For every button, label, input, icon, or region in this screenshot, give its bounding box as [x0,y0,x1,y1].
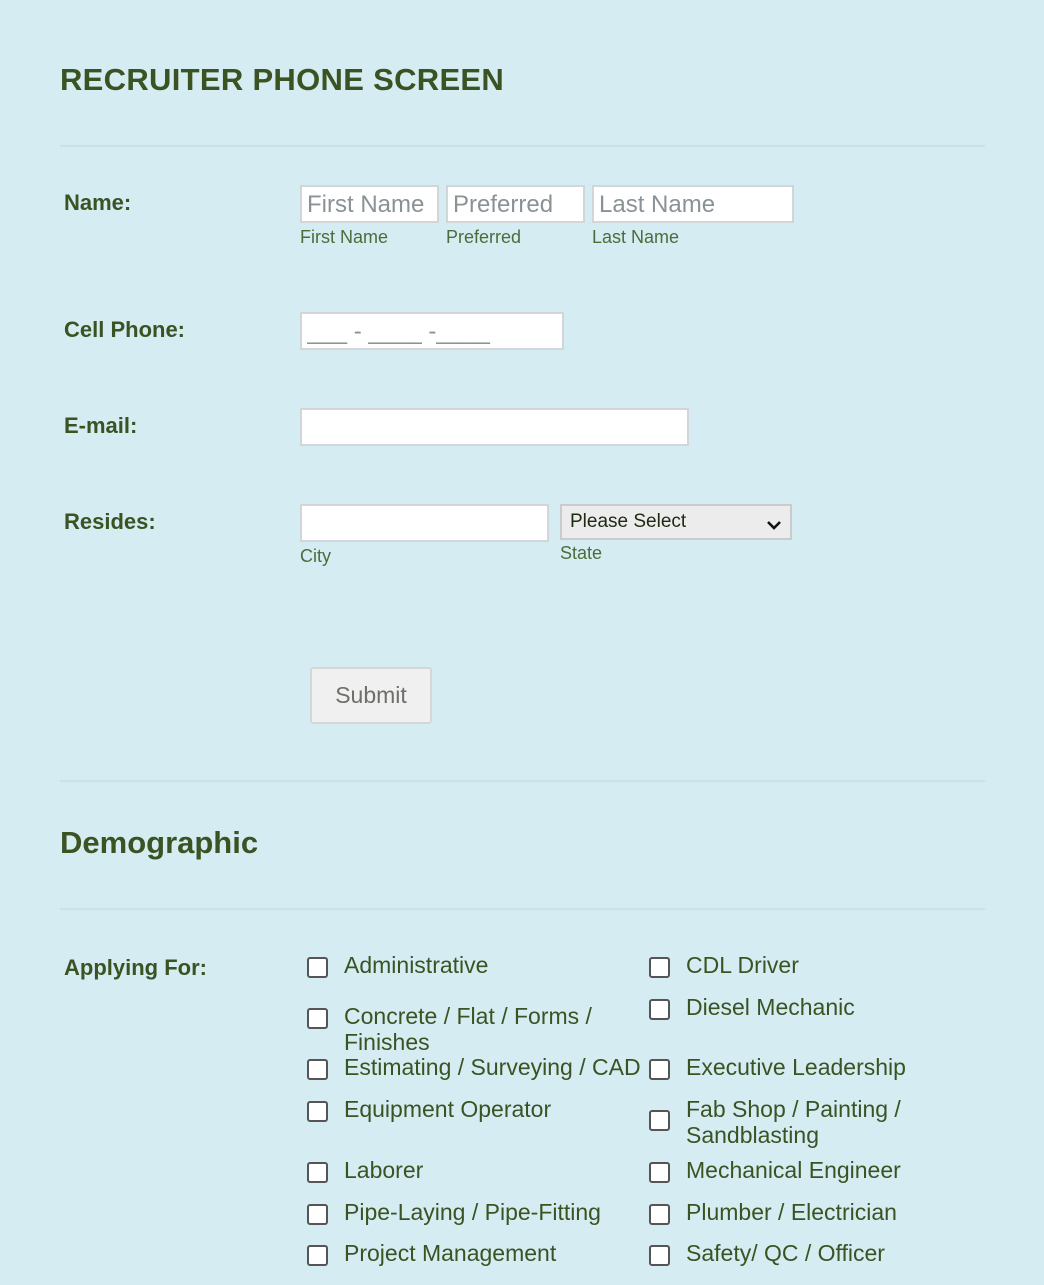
option-label: Diesel Mechanic [686,994,855,1020]
checkbox[interactable] [649,1162,670,1183]
checkbox[interactable] [307,1059,328,1080]
applying-for-label: Applying For: [64,955,207,980]
email-input[interactable] [300,408,689,446]
option-label: Estimating / Surveying / CAD [344,1054,641,1080]
preferred-name-input[interactable] [446,185,585,223]
checkbox[interactable] [307,957,328,978]
checkbox[interactable] [307,1008,328,1029]
checkbox[interactable] [649,1245,670,1266]
checkbox[interactable] [307,1204,328,1225]
option-label: Pipe-Laying / Pipe-Fitting [344,1199,601,1225]
preferred-name-sublabel: Preferred [446,227,522,247]
option-label: Plumber / Electrician [686,1199,897,1225]
first-name-sublabel: First Name [300,227,389,247]
option-label: CDL Driver [686,952,799,978]
section-title-demographic: Demographic [60,825,259,860]
city-sublabel: City [300,546,331,566]
last-name-sublabel: Last Name [592,227,680,247]
option-label: Equipment Operator [344,1096,552,1122]
resides-label: Resides: [64,509,156,534]
divider [60,908,985,910]
checkbox[interactable] [307,1162,328,1183]
city-input[interactable] [300,504,549,542]
name-label: Name: [64,190,132,215]
cell-phone-label: Cell Phone: [64,317,186,342]
option-label: Laborer [344,1157,424,1183]
option-label: Safety/ QC / Officer [686,1240,885,1266]
state-select[interactable] [560,504,792,540]
option-label: Fab Shop / Painting / Sandblasting [686,1096,901,1148]
first-name-input[interactable] [300,185,439,223]
option-label: Administrative [344,952,489,978]
option-label: Concrete / Flat / Forms / Finishes [344,1003,592,1055]
option-label: Executive Leadership [686,1054,906,1080]
chevron-down-icon [766,511,782,543]
form-title: RECRUITER PHONE SCREEN [60,62,505,97]
state-sublabel: State [560,543,603,563]
submit-button[interactable]: Submit [310,667,432,724]
divider [60,780,985,782]
checkbox[interactable] [649,1059,670,1080]
option-label: Mechanical Engineer [686,1157,901,1183]
checkbox[interactable] [649,999,670,1020]
divider [60,145,985,147]
state-select-value: Please Select [570,511,687,532]
checkbox[interactable] [307,1101,328,1122]
checkbox[interactable] [649,1110,670,1131]
checkbox[interactable] [307,1245,328,1266]
checkbox[interactable] [649,957,670,978]
email-label: E-mail: [64,413,138,438]
option-label: Project Management [344,1240,557,1266]
checkbox[interactable] [649,1204,670,1225]
last-name-input[interactable] [592,185,794,223]
cell-phone-input[interactable] [300,312,564,350]
